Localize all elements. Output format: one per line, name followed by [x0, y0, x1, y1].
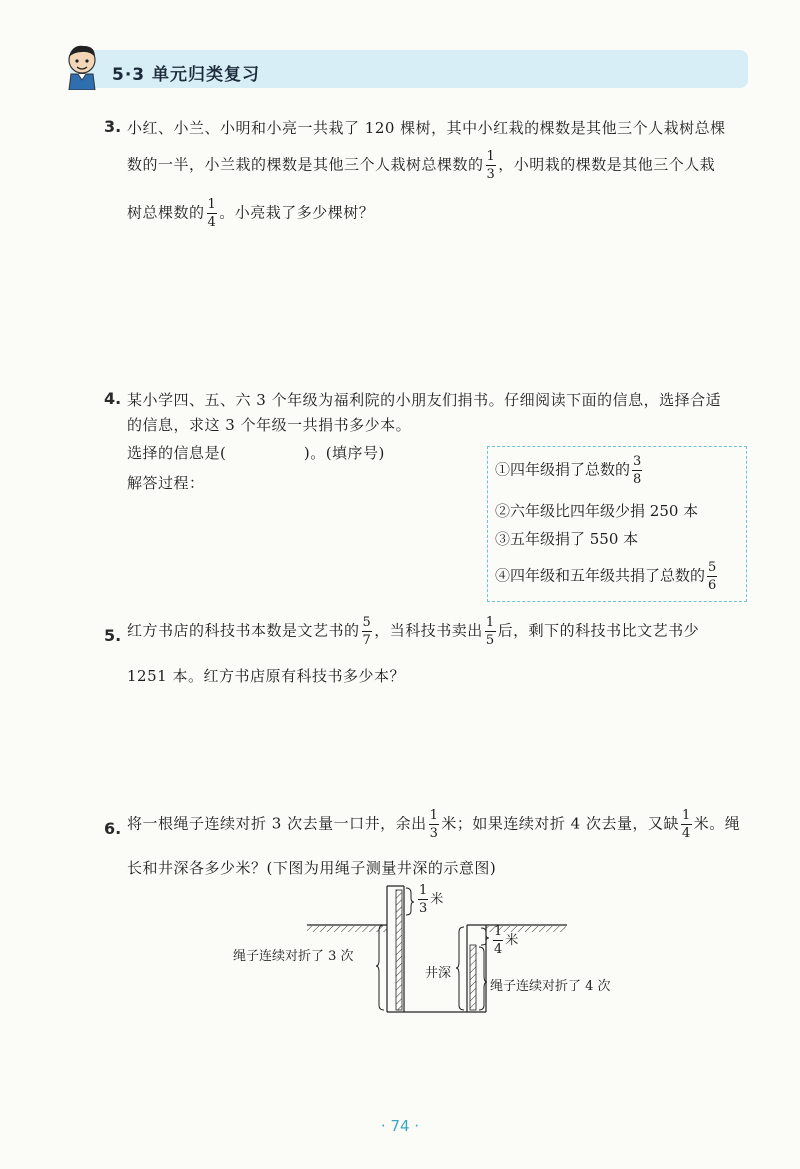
question-5-number: 5. [104, 626, 122, 645]
question-3-number: 3. [104, 117, 122, 136]
diagram-lack-label: $\frac{1}{4}$ 米 [494, 924, 519, 957]
info-item-2: ②六年级比四年级少捐 250 本 [495, 502, 699, 520]
question-6-line-2: 长和井深各多少米？(下图为用绳子测量井深的示意图) [127, 859, 497, 877]
fraction: $\frac{5}{6}$ [708, 560, 717, 593]
question-4-line-1: 某小学四、五、六 3 个年级为福利院的小朋友们捐书。仔细阅读下面的信息，选择合适 [127, 391, 722, 409]
page-number: · 74 · [380, 1117, 420, 1135]
question-5-line-1: 红方书店的科技书本数是文艺书的 $\frac{5}{7}$ ，当科技书卖出 $\frac{1}{5}$ 后，剩下的科技书比文艺书少 [127, 615, 700, 648]
info-item-4: ④四年级和五年级共捐了总数的 $\frac{5}{6}$ [495, 560, 717, 593]
question-3-line-2: 数的一半，小兰栽的棵数是其他三个人栽树总棵数的 $\frac{1}{3}$ ，小明栽的棵数是其他三个人栽 [127, 149, 716, 182]
question-4-answer-blank: 选择的信息是( )。(填序号) [127, 444, 385, 462]
diagram-surplus-label: $\frac{1}{3}$ 米 [419, 883, 444, 916]
fraction: $\frac{1}{5}$ [485, 615, 495, 648]
diagram-well-depth-label: 井深 [425, 966, 452, 981]
fraction: $\frac{1}{3}$ [429, 808, 439, 841]
question-4-solution-label: 解答过程： [127, 474, 205, 492]
page-title: 5·3 单元归类复习 [112, 65, 261, 85]
fraction: $\frac{1}{3}$ [419, 883, 428, 916]
question-3-line-1: 小红、小兰、小明和小亮一共栽了 120 棵树，其中小红栽的棵数是其他三个人栽树总棵 [127, 119, 726, 137]
fraction: $\frac{1}{4}$ [494, 924, 503, 957]
info-item-1: ①四年级捐了总数的 $\frac{3}{8}$ [495, 454, 642, 487]
question-3-line-3: 树总棵数的 $\frac{1}{4}$ 。小亮栽了多少棵树？ [127, 197, 375, 230]
question-6-line-1: 将一根绳子连续对折 3 次去量一口井，余出 $\frac{1}{3}$ 米；如果连续对折 4 次去量，又缺 $\frac{1}{4}$ 米。绳 [127, 808, 741, 841]
fraction: $\frac{3}{8}$ [633, 454, 642, 487]
question-5-line-2: 1251 本。红方书店原有科技书多少本？ [127, 667, 405, 685]
diagram-left-rope-label: 绳子连续对折了 3 次 [233, 949, 354, 964]
question-6-number: 6. [104, 819, 122, 838]
info-item-3: ③五年级捐了 550 本 [495, 530, 639, 548]
fraction: $\frac{1}{4}$ [207, 197, 217, 230]
diagram-right-rope-label: 绳子连续对折了 4 次 [490, 979, 611, 994]
fraction: $\frac{5}{7}$ [362, 615, 372, 648]
question-4-line-2: 的信息，求这 3 个年级一共捐书多少本。 [127, 416, 412, 434]
fraction: $\frac{1}{3}$ [486, 149, 496, 182]
fraction: $\frac{1}{4}$ [681, 808, 691, 841]
question-4-number: 4. [104, 389, 122, 408]
